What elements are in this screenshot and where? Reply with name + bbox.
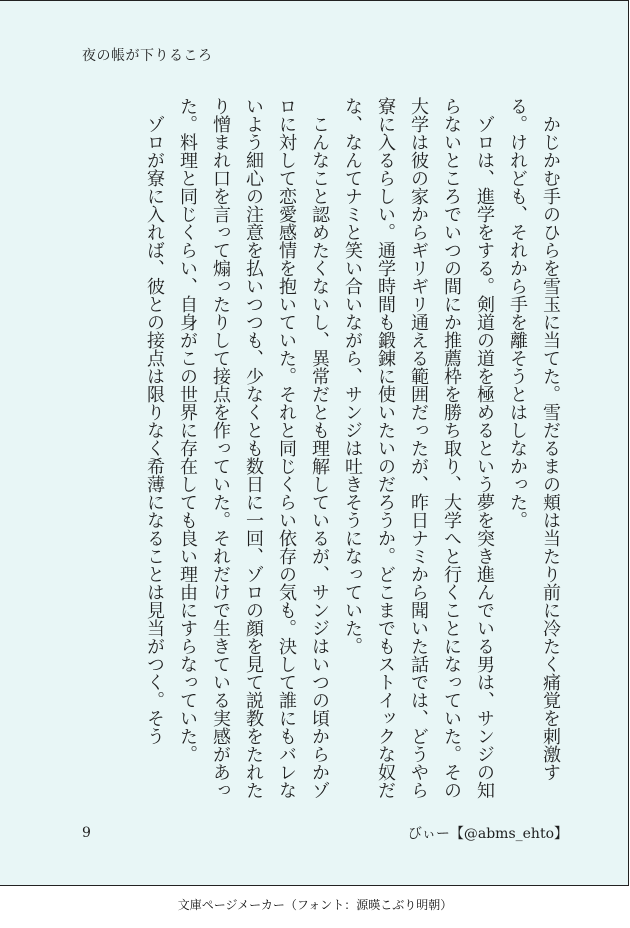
footer-caption: 文庫ページメーカー（フォント：源暎こぶり明朝） — [177, 898, 453, 912]
author-credit: びぃー【@abms_ehto】 — [407, 826, 568, 842]
page-number: 9 — [82, 825, 91, 841]
body-text — [92, 97, 567, 804]
paragraph-3: こんなこと認めたくないし、異常だとも理解しているが、サンジはいつの頃からかゾロに対して恋愛感情を抱いていた。それと同じくらい依存の気も。決して誰にもバレないよう細心の注意を払いつつも、少なくとも数日に一回、ゾロの顔を見て説教をたれたり憎まれ口を言って煽ったりして接点を作っていた。それだけで生きている実感があった。料理と同じくらい、自身がこの世界に存在しても良い理由にすらなっていた。 — [177, 97, 330, 799]
running-title: 夜の帳が下りるころ — [82, 48, 213, 64]
paragraph-1: かじかむ手のひらを雪玉に当てた。雪だるまの頬は当たり前に冷たく痛覚を刺激する。けれども、それから手を離そうとはしなかった。 — [507, 97, 561, 781]
paragraph-4: ゾロが寮に入れば、彼との接点は限りなく希薄になることは見当がつく。そう — [144, 115, 165, 745]
paragraph-2: ゾロは、進学をする。剣道の道を極めるという夢を突き進んでいる男は、サンジの知らないところでいつの間にか推薦枠を勝ち取り、大学へと行くことになっていた。その大学は彼の家からギリギリ通える範囲だったが、昨日ナミから聞いた話では、どうやら寮に入るらしい。通学時間も鍛錬に使いたいのだろうか。どこまでもストイックな奴だな、なんてナミと笑い合いながら、サンジは吐きそうになっていた。 — [342, 97, 495, 799]
